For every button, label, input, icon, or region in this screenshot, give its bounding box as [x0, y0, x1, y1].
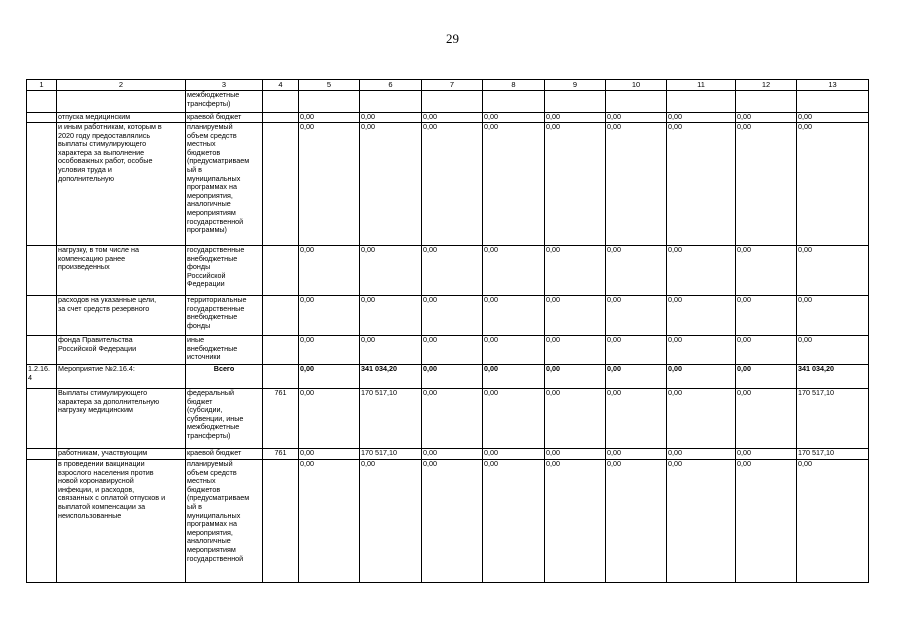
value-cell: 0,00	[606, 296, 667, 336]
row-number-cell	[27, 389, 57, 449]
value-cell: 0,00	[667, 113, 736, 123]
value-cell: 0,00	[736, 389, 797, 449]
value-cell: 170 517,10	[360, 449, 422, 460]
value-cell: 0,00	[483, 460, 545, 583]
table-row	[27, 460, 869, 583]
column-header: 5	[299, 80, 360, 91]
row-number-cell	[27, 246, 57, 296]
value-cell: 0,00	[667, 365, 736, 389]
source-cell: планируемый объем средств местных бюджетов (предусматриваем ый в муниципальных программах на мероприятия, аналогичные мероприятиям государственной программы)	[186, 123, 263, 246]
value-cell	[606, 91, 667, 113]
row-number-cell	[27, 460, 57, 583]
value-cell: 0,00	[299, 449, 360, 460]
value-cell: 341 034,20	[797, 365, 869, 389]
value-cell: 0,00	[797, 113, 869, 123]
row-number-cell	[27, 123, 57, 246]
source-cell: Всего	[186, 365, 263, 389]
value-cell: 0,00	[422, 296, 483, 336]
code-cell	[263, 123, 299, 246]
value-cell: 0,00	[797, 123, 869, 246]
value-cell: 0,00	[736, 449, 797, 460]
value-cell: 0,00	[606, 365, 667, 389]
column-header: 4	[263, 80, 299, 91]
column-header: 10	[606, 80, 667, 91]
value-cell	[736, 91, 797, 113]
value-cell: 0,00	[606, 336, 667, 365]
value-cell: 0,00	[422, 336, 483, 365]
value-cell: 0,00	[667, 460, 736, 583]
value-cell: 0,00	[667, 336, 736, 365]
column-header: 12	[736, 80, 797, 91]
value-cell: 0,00	[483, 296, 545, 336]
value-cell: 0,00	[545, 296, 606, 336]
value-cell: 0,00	[606, 246, 667, 296]
table-row	[27, 365, 869, 389]
value-cell: 0,00	[545, 113, 606, 123]
value-cell: 0,00	[360, 336, 422, 365]
row-number-cell	[27, 296, 57, 336]
value-cell: 0,00	[736, 246, 797, 296]
value-cell: 0,00	[299, 365, 360, 389]
value-cell	[299, 91, 360, 113]
value-cell	[545, 91, 606, 113]
value-cell: 0,00	[667, 246, 736, 296]
value-cell: 0,00	[483, 449, 545, 460]
description-cell: работникам, участвующим	[57, 449, 186, 460]
value-cell: 0,00	[606, 449, 667, 460]
value-cell: 0,00	[422, 365, 483, 389]
value-cell: 0,00	[422, 246, 483, 296]
value-cell: 0,00	[736, 123, 797, 246]
value-cell: 0,00	[360, 460, 422, 583]
value-cell: 0,00	[483, 113, 545, 123]
value-cell: 0,00	[606, 113, 667, 123]
value-cell	[797, 91, 869, 113]
column-header: 9	[545, 80, 606, 91]
description-cell: нагрузку, в том числе на компенсацию ранее произведенных	[57, 246, 186, 296]
value-cell: 0,00	[736, 460, 797, 583]
value-cell: 0,00	[422, 460, 483, 583]
row-number-cell: 1.2.16. 4	[27, 365, 57, 389]
table-row	[27, 336, 869, 365]
value-cell: 0,00	[299, 123, 360, 246]
value-cell: 0,00	[797, 460, 869, 583]
column-header: 3	[186, 80, 263, 91]
value-cell: 0,00	[483, 336, 545, 365]
value-cell: 0,00	[667, 296, 736, 336]
source-cell: государственные внебюджетные фонды Российской Федерации	[186, 246, 263, 296]
value-cell: 0,00	[545, 460, 606, 583]
page-number: 29	[446, 31, 459, 46]
value-cell: 0,00	[545, 336, 606, 365]
value-cell: 0,00	[797, 246, 869, 296]
column-header: 13	[797, 80, 869, 91]
description-cell: Выплаты стимулирующего характера за дополнительную нагрузку медицинским	[57, 389, 186, 449]
description-cell: отпуска медицинским	[57, 113, 186, 123]
description-cell	[57, 91, 186, 113]
source-cell: межбюджетные трансферты)	[186, 91, 263, 113]
value-cell: 0,00	[483, 246, 545, 296]
source-cell: планируемый объем средств местных бюджетов (предусматриваем ый в муниципальных программах на мероприятия, аналогичные мероприятиям государственной	[186, 460, 263, 583]
column-header: 7	[422, 80, 483, 91]
table-row	[27, 91, 869, 113]
description-cell: Мероприятие №2.16.4:	[57, 365, 186, 389]
column-header: 8	[483, 80, 545, 91]
code-cell	[263, 365, 299, 389]
row-number-cell	[27, 113, 57, 123]
value-cell: 0,00	[360, 296, 422, 336]
value-cell: 0,00	[736, 296, 797, 336]
value-cell: 0,00	[667, 123, 736, 246]
value-cell: 0,00	[667, 389, 736, 449]
value-cell: 0,00	[422, 113, 483, 123]
value-cell: 0,00	[545, 389, 606, 449]
value-cell: 170 517,10	[360, 389, 422, 449]
value-cell: 0,00	[360, 123, 422, 246]
value-cell: 0,00	[299, 246, 360, 296]
source-cell: территориальные государственные внебюджетные фонды	[186, 296, 263, 336]
column-header: 11	[667, 80, 736, 91]
description-cell: расходов на указанные цели, за счет средств резервного	[57, 296, 186, 336]
value-cell: 0,00	[545, 246, 606, 296]
value-cell: 0,00	[483, 123, 545, 246]
value-cell: 0,00	[299, 389, 360, 449]
value-cell	[483, 91, 545, 113]
source-cell: федеральный бюджет (субсидии, субвенции, иные межбюджетные трансферты)	[186, 389, 263, 449]
value-cell: 0,00	[606, 123, 667, 246]
row-number-cell	[27, 336, 57, 365]
value-cell: 0,00	[606, 460, 667, 583]
value-cell: 0,00	[545, 449, 606, 460]
row-number-cell	[27, 91, 57, 113]
table-row	[27, 389, 869, 449]
value-cell: 0,00	[736, 113, 797, 123]
description-cell: фонда Правительства Российской Федерации	[57, 336, 186, 365]
code-cell	[263, 113, 299, 123]
value-cell: 0,00	[667, 449, 736, 460]
code-cell	[263, 246, 299, 296]
column-header: 6	[360, 80, 422, 91]
code-cell	[263, 336, 299, 365]
value-cell: 0,00	[736, 365, 797, 389]
description-cell: и иным работникам, которым в 2020 году предоставлялись выплаты стимулирующего характера за выполнение особоважных работ, особые условия труда и дополнительную	[57, 123, 186, 246]
value-cell	[667, 91, 736, 113]
value-cell: 0,00	[360, 113, 422, 123]
value-cell: 170 517,10	[797, 389, 869, 449]
value-cell: 0,00	[422, 389, 483, 449]
value-cell: 0,00	[299, 296, 360, 336]
value-cell: 0,00	[299, 460, 360, 583]
column-header: 2	[57, 80, 186, 91]
source-cell: краевой бюджет	[186, 113, 263, 123]
code-cell: 761	[263, 389, 299, 449]
value-cell: 341 034,20	[360, 365, 422, 389]
value-cell: 0,00	[797, 336, 869, 365]
code-cell: 761	[263, 449, 299, 460]
code-cell	[263, 91, 299, 113]
value-cell: 0,00	[422, 123, 483, 246]
value-cell: 0,00	[360, 246, 422, 296]
value-cell: 0,00	[797, 296, 869, 336]
table-row	[27, 113, 869, 123]
source-cell: иные внебюджетные источники	[186, 336, 263, 365]
column-header: 1	[27, 80, 57, 91]
table-row	[27, 449, 869, 460]
source-cell: краевой бюджет	[186, 449, 263, 460]
value-cell: 0,00	[606, 389, 667, 449]
description-cell: в проведении вакцинации взрослого населения против новой коронавирусной инфекции, и расходов, связанных с оплатой отпусков и выплатой компенсации за неиспользованные	[57, 460, 186, 583]
value-cell: 0,00	[483, 365, 545, 389]
value-cell: 0,00	[299, 336, 360, 365]
row-number-cell	[27, 449, 57, 460]
table-row	[27, 246, 869, 296]
value-cell: 0,00	[299, 113, 360, 123]
value-cell: 0,00	[545, 365, 606, 389]
value-cell	[422, 91, 483, 113]
value-cell: 170 517,10	[797, 449, 869, 460]
value-cell: 0,00	[422, 449, 483, 460]
code-cell	[263, 296, 299, 336]
budget-table	[26, 79, 869, 583]
table-row	[27, 296, 869, 336]
value-cell	[360, 91, 422, 113]
value-cell: 0,00	[483, 389, 545, 449]
header-row	[27, 80, 869, 91]
value-cell: 0,00	[545, 123, 606, 246]
value-cell: 0,00	[736, 336, 797, 365]
code-cell	[263, 460, 299, 583]
table-row	[27, 123, 869, 246]
